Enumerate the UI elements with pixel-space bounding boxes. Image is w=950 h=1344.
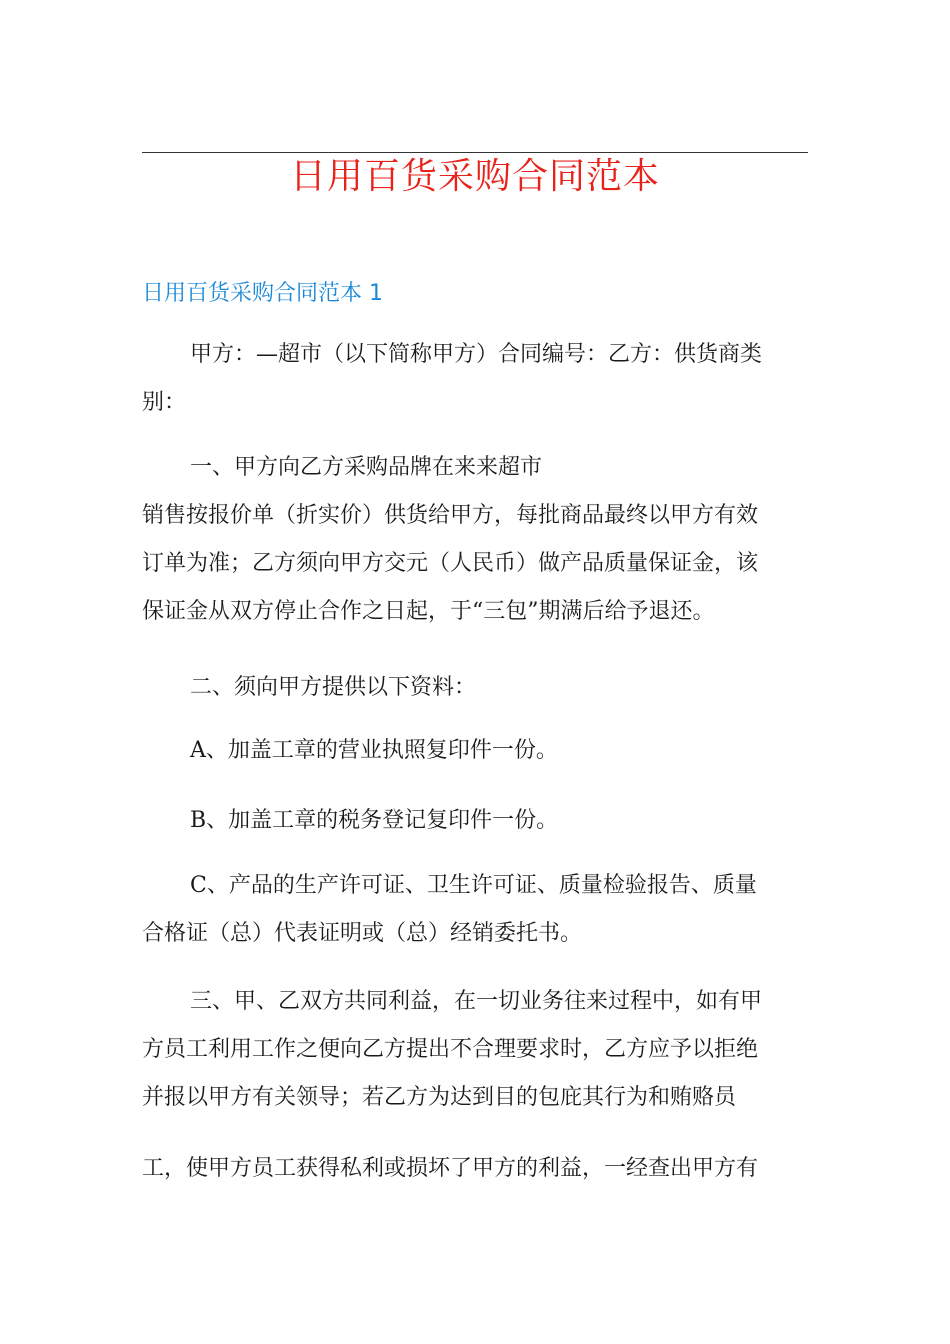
paragraph-line: B、加盖工章的税务登记复印件一份。 (190, 808, 559, 833)
paragraph-line: 二、须向甲方提供以下资料： (190, 675, 477, 700)
paragraph-line: 方员工利用工作之便向乙方提出不合理要求时，乙方应予以拒绝 (142, 1037, 759, 1062)
paragraph-line: 三、甲、乙双方共同利益，在一切业务往来过程中，如有甲 (190, 989, 763, 1014)
paragraph-line: 订单为准；乙方须向甲方交元（人民币）做产品质量保证金，该 (142, 551, 759, 576)
paragraph-item-c (142, 862, 808, 958)
document-title: 日用百货采购合同范本 (289, 156, 660, 197)
paragraph-item-b (142, 797, 808, 845)
paragraph-line: 合格证（总）代表证明或（总）经销委托书。 (142, 921, 583, 946)
paragraph-line: 甲方：—超市（以下简称甲方）合同编号：乙方：供货商类 (190, 342, 763, 367)
paragraph-clause-2 (142, 664, 808, 712)
paragraph-clause-3-continued (142, 1145, 808, 1193)
paragraph-line: C、产品的生产许可证、卫生许可证、质量检验报告、质量 (190, 873, 757, 898)
paragraph-clause-3 (142, 978, 808, 1122)
paragraph-item-a (142, 727, 808, 775)
paragraph-line: 保证金从双方停止合作之日起，于“三包”期满后给予退还。 (142, 599, 715, 624)
paragraph-line: 销售按报价单（折实价）供货给甲方，每批商品最终以甲方有效 (142, 503, 759, 528)
paragraph-clause-1 (142, 444, 808, 636)
paragraph-line: 并报以甲方有关领导；若乙方为达到目的包庇其行为和贿赂员 (142, 1085, 737, 1110)
paragraph-line: 工，使甲方员工获得私利或损坏了甲方的利益，一经查出甲方有 (142, 1156, 759, 1181)
paragraph-parties (142, 331, 808, 427)
paragraph-line: 别： (142, 390, 187, 415)
section-heading: 日用百货采购合同范本 1 (142, 281, 383, 306)
paragraph-line: 一、甲方向乙方采购品牌在来来超市 (190, 455, 543, 480)
header-rule (142, 152, 808, 153)
paragraph-line: A、加盖工章的营业执照复印件一份。 (190, 738, 558, 763)
